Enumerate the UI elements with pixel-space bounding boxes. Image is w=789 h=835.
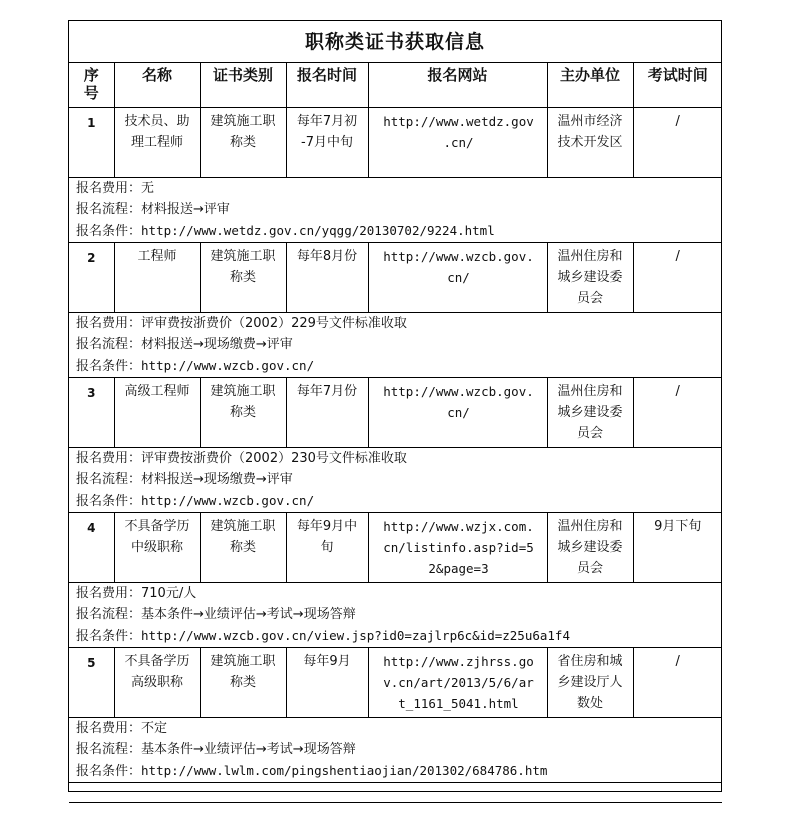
cert-type-line: 建筑施工职 (210, 653, 276, 669)
name-cell (114, 242, 200, 312)
sheet-title: 职称类证书获取信息 (69, 21, 721, 63)
empty-cell (69, 782, 722, 802)
reg-site-link[interactable]: .cn/ (443, 134, 474, 150)
process-value: 基本条件→业绩评估→考试→现场答辩 (141, 606, 356, 622)
organizer-cell (547, 377, 633, 447)
header-row (69, 63, 722, 107)
name-cell (114, 647, 200, 717)
header-organizer: 主办单位 (547, 63, 633, 107)
organizer-cell (547, 512, 633, 582)
process-value: 材料报送→评审 (141, 201, 230, 217)
header-reg-site: 报名网站 (368, 63, 547, 107)
seq-cell: 2 (69, 242, 114, 312)
condition-line (76, 625, 722, 647)
reg-time-line: 每年7月份 (296, 383, 358, 399)
name-line: 理工程师 (130, 134, 183, 150)
info-row (69, 312, 722, 377)
info-cell (69, 312, 722, 377)
organizer-line: 城乡建设委 (557, 539, 623, 555)
fee-value: 评审费按浙费价（2002）230号文件标准收取 (141, 450, 407, 466)
info-cell (69, 582, 722, 647)
process-label: 报名流程： (76, 741, 142, 757)
organizer-cell (547, 107, 633, 177)
table-row (69, 242, 722, 312)
reg-site-link[interactable]: http://www.zjhrss.go (383, 653, 534, 669)
process-line (76, 604, 722, 625)
table-row (69, 107, 722, 177)
name-cell (114, 377, 200, 447)
condition-label: 报名条件： (76, 628, 142, 644)
fee-value: 不定 (141, 720, 168, 736)
reg-site-link[interactable]: http://www.wzcb.gov. (383, 383, 534, 399)
organizer-line: 乡建设厅人 (557, 674, 623, 690)
organizer-line: 员会 (576, 560, 603, 576)
name-line: 工程师 (137, 248, 177, 264)
seq-cell: 5 (69, 647, 114, 717)
condition-label: 报名条件： (76, 493, 142, 509)
reg-site-link[interactable]: v.cn/art/2013/5/6/ar (383, 674, 534, 690)
condition-link[interactable]: http://www.wetdz.gov.cn/yqgg/20130702/9224.html (141, 222, 495, 238)
process-label: 报名流程： (76, 471, 142, 487)
process-line (76, 739, 722, 760)
fee-value: 无 (141, 180, 155, 196)
process-line (76, 469, 722, 490)
condition-label: 报名条件： (76, 358, 142, 374)
exam-time-cell: / (633, 647, 722, 717)
info-cell (69, 447, 722, 512)
header-reg-time: 报名时间 (286, 63, 368, 107)
cert-info-sheet (68, 20, 722, 792)
organizer-cell (547, 647, 633, 717)
seq-cell: 4 (69, 512, 114, 582)
exam-time-cell: / (633, 377, 722, 447)
seq-cell: 1 (69, 107, 114, 177)
cert-type-line: 称类 (229, 269, 256, 285)
exam-time-cell: / (633, 107, 722, 177)
reg-site-cell (368, 512, 547, 582)
info-row (69, 177, 722, 242)
fee-label: 报名费用： (76, 450, 142, 466)
process-value: 材料报送→现场缴费→评审 (141, 336, 293, 352)
reg-site-cell (368, 107, 547, 177)
name-cell (114, 512, 200, 582)
reg-site-link[interactable]: cn/ (447, 269, 470, 285)
condition-line (76, 355, 722, 377)
condition-line (76, 490, 722, 512)
reg-site-link[interactable]: http://www.wetdz.gov (383, 113, 534, 129)
reg-time-cell (286, 647, 368, 717)
table-row (69, 647, 722, 717)
organizer-line: 数处 (576, 695, 603, 711)
header-cert-type: 证书类别 (200, 63, 286, 107)
name-line: 中级职称 (130, 539, 183, 555)
cert-type-cell (200, 242, 286, 312)
reg-time-line: 每年9月 (303, 653, 351, 669)
cert-type-line: 称类 (229, 404, 256, 420)
condition-link[interactable]: http://www.wzcb.gov.cn/ (141, 492, 315, 508)
cert-type-line: 建筑施工职 (210, 113, 276, 129)
organizer-line: 温州住房和 (557, 518, 623, 534)
table-row (69, 512, 722, 582)
reg-site-link[interactable]: cn/ (447, 404, 470, 420)
fee-label: 报名费用： (76, 585, 142, 601)
fee-label: 报名费用： (76, 315, 142, 331)
fee-line (76, 178, 722, 199)
header-seq (69, 63, 114, 107)
reg-time-cell (286, 242, 368, 312)
fee-value: 710元/人 (141, 585, 197, 601)
reg-site-link[interactable]: cn/listinfo.asp?id=5 (383, 539, 534, 555)
reg-time-line: 每年7月初 (296, 113, 358, 129)
process-label: 报名流程： (76, 336, 142, 352)
empty-row (69, 782, 722, 802)
organizer-line: 员会 (576, 425, 603, 441)
organizer-line: 省住房和城 (557, 653, 623, 669)
header-seq-line: 号 (83, 84, 99, 102)
organizer-line: 城乡建设委 (557, 404, 623, 420)
cert-type-cell (200, 377, 286, 447)
organizer-line: 温州住房和 (557, 383, 623, 399)
reg-time-line: -7月中旬 (301, 134, 353, 150)
info-row (69, 717, 722, 782)
process-label: 报名流程： (76, 201, 142, 217)
cert-type-cell (200, 512, 286, 582)
header-seq-line: 序 (83, 66, 99, 84)
reg-time-line: 旬 (320, 539, 334, 555)
reg-time-line: 每年8月份 (296, 248, 358, 264)
organizer-cell (547, 242, 633, 312)
cert-type-line: 称类 (229, 674, 256, 690)
reg-site-link[interactable]: 2&page=3 (428, 560, 489, 576)
condition-line (76, 760, 722, 782)
cert-type-line: 建筑施工职 (210, 383, 276, 399)
cert-type-line: 称类 (229, 539, 256, 555)
header-exam-time: 考试时间 (633, 63, 722, 107)
process-value: 材料报送→现场缴费→评审 (141, 471, 293, 487)
condition-link[interactable]: http://www.lwlm.com/pingshentiaojian/201302/684786.htm (141, 762, 548, 778)
info-cell (69, 177, 722, 242)
fee-line (76, 448, 722, 469)
process-line (76, 334, 722, 355)
condition-link[interactable]: http://www.wzcb.gov.cn/ (141, 357, 315, 373)
name-line: 不具备学历 (124, 653, 190, 669)
condition-label: 报名条件： (76, 223, 142, 239)
reg-site-cell (368, 242, 547, 312)
name-line: 高级工程师 (124, 383, 190, 399)
name-cell (114, 107, 200, 177)
organizer-line: 技术开发区 (557, 134, 623, 150)
reg-site-link[interactable]: http://www.wzjx.com. (383, 518, 534, 534)
fee-line (76, 313, 722, 334)
cert-type-line: 建筑施工职 (210, 248, 276, 264)
table-row (69, 377, 722, 447)
process-label: 报名流程： (76, 606, 142, 622)
process-line (76, 199, 722, 220)
fee-line (76, 718, 722, 739)
name-line: 不具备学历 (124, 518, 190, 534)
reg-site-link[interactable]: t_1161_5041.html (398, 695, 519, 711)
reg-time-cell (286, 377, 368, 447)
reg-time-line: 每年9月中 (296, 518, 358, 534)
fee-label: 报名费用： (76, 720, 142, 736)
organizer-line: 温州市经济 (557, 113, 623, 129)
exam-time-cell: 9月下旬 (633, 512, 722, 582)
cert-type-cell (200, 107, 286, 177)
fee-line (76, 583, 722, 604)
reg-site-cell (368, 647, 547, 717)
reg-time-cell (286, 512, 368, 582)
info-cell (69, 717, 722, 782)
condition-label: 报名条件： (76, 763, 142, 779)
info-row (69, 582, 722, 647)
cert-table (69, 63, 722, 803)
cert-type-line: 建筑施工职 (210, 518, 276, 534)
reg-time-cell (286, 107, 368, 177)
organizer-line: 员会 (576, 290, 603, 306)
reg-site-link[interactable]: http://www.wzcb.gov. (383, 248, 534, 264)
exam-time-cell: / (633, 242, 722, 312)
organizer-line: 温州住房和 (557, 248, 623, 264)
header-name: 名称 (114, 63, 200, 107)
name-line: 高级职称 (130, 674, 183, 690)
reg-site-cell (368, 377, 547, 447)
organizer-line: 城乡建设委 (557, 269, 623, 285)
condition-line (76, 220, 722, 242)
fee-value: 评审费按浙费价（2002）229号文件标准收取 (141, 315, 407, 331)
fee-label: 报名费用： (76, 180, 142, 196)
cert-type-line: 称类 (229, 134, 256, 150)
cert-type-cell (200, 647, 286, 717)
process-value: 基本条件→业绩评估→考试→现场答辩 (141, 741, 356, 757)
seq-cell: 3 (69, 377, 114, 447)
info-row (69, 447, 722, 512)
condition-link[interactable]: http://www.wzcb.gov.cn/view.jsp?id0=zajlrp6c&id=z25u6a1f4 (141, 627, 570, 643)
name-line: 技术员、助 (124, 113, 190, 129)
